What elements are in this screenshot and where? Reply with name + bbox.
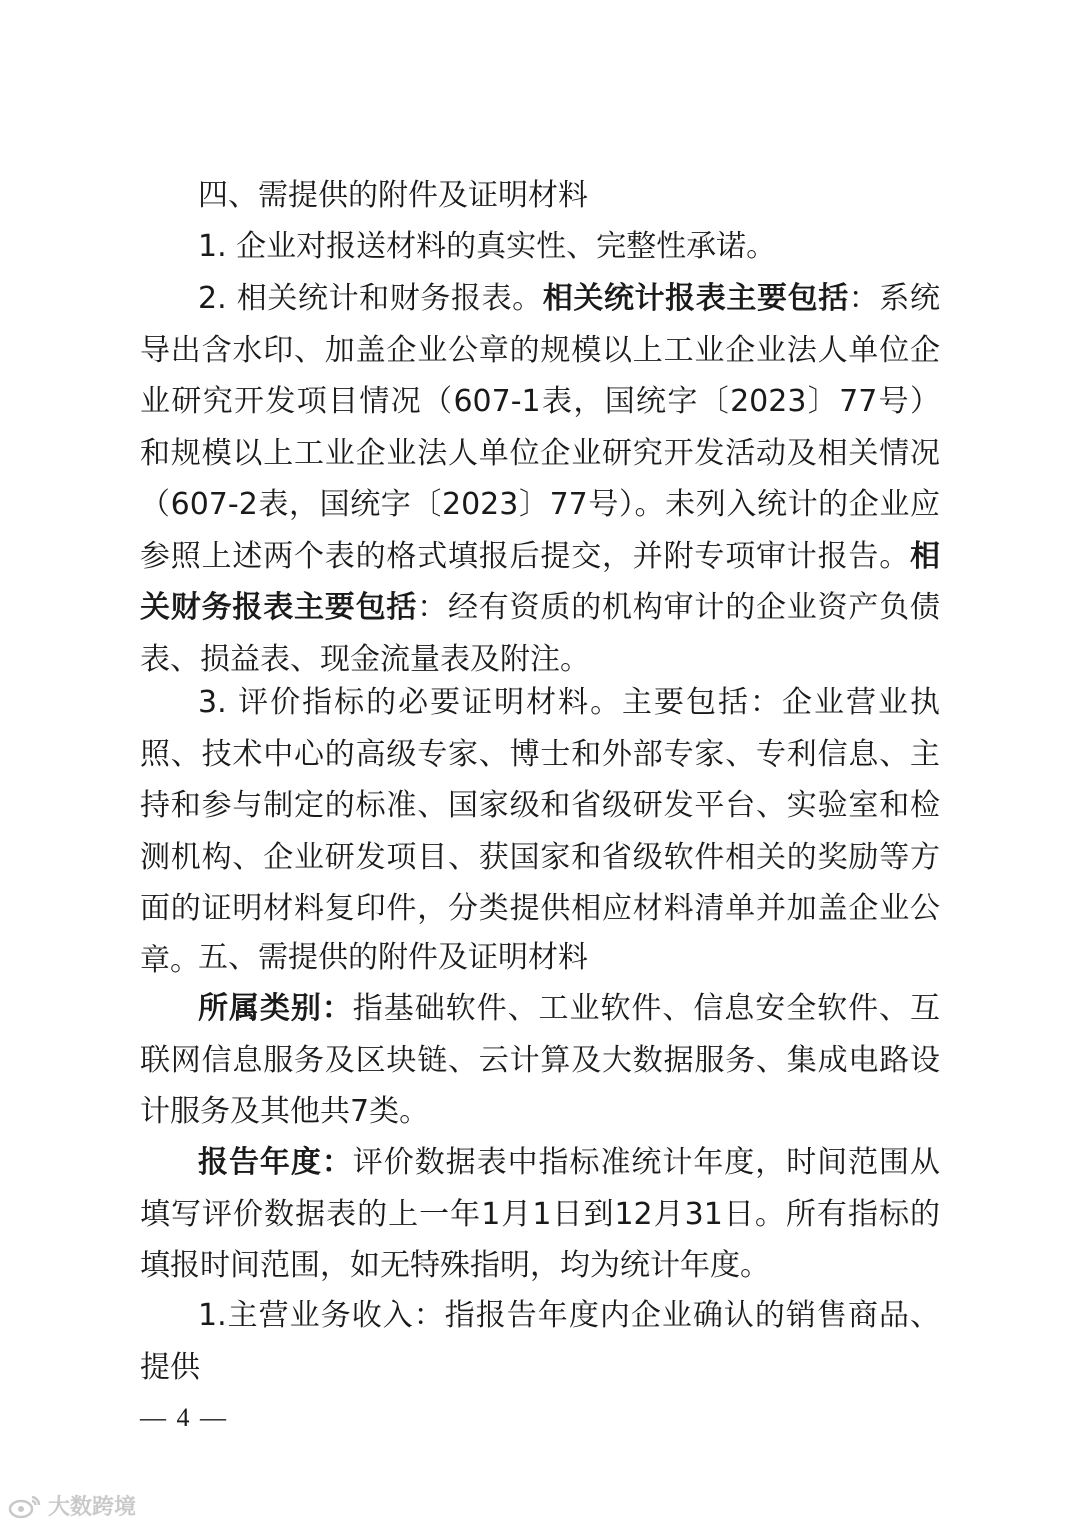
section-5-heading: 五、需提供的附件及证明材料 xyxy=(198,940,588,975)
section-4-item-1: 1. 企业对报送材料的真实性、完整性承诺。 xyxy=(198,229,777,264)
report-year-paragraph xyxy=(140,1137,940,1292)
stats-report-label: 相关统计报表主要包括 xyxy=(542,281,849,316)
weibo-style-logo-icon xyxy=(8,1493,42,1519)
section-4-item-2 xyxy=(140,273,940,685)
section-5-item-1: 1.主营业务收入：指报告年度内企业确认的销售商品、提供 xyxy=(140,1298,940,1385)
page-number: — 4 — xyxy=(140,1403,228,1432)
category-label: 所属类别： xyxy=(198,991,353,1026)
watermark-text: 大数跨境 xyxy=(48,1495,137,1520)
report-year-label: 报告年度： xyxy=(198,1145,353,1180)
category-paragraph xyxy=(140,983,940,1138)
watermark xyxy=(8,1490,136,1521)
item-2-prefix: 2. 相关统计和财务报表。 xyxy=(198,281,543,316)
category-text: 指基础软件、工业软件、信息安全软件、互联网信息服务及区块链、云计算及大数据服务、集成电路设计服务及其他共7类。 xyxy=(140,991,941,1129)
report-year-text: 评价数据表中指标准统计年度，时间范围从填写评价数据表的上一年1月1日到12月31日。所有指标的填报时间范围，如无特殊指明，均为统计年度。 xyxy=(140,1145,941,1283)
finance-report-text: ：经有资质的机构审计的企业资产负债表、损益表、现金流量表及附注。 xyxy=(140,590,941,677)
finance-report-label: 相关财务报表主要包括 xyxy=(140,538,940,625)
section-4-heading: 四、需提供的附件及证明材料 xyxy=(198,178,588,213)
section-4-item-3: 3. 评价指标的必要证明材料。主要包括：企业营业执照、技术中心的高级专家、博士和外部专家、专利信息、主持和参与制定的标准、国家级和省级研发平台、实验室和检测机构、企业研发项目、获国家和省级软件相关的奖励等方面的证明材料复印件，分类提供相应材料清单并加盖企业公章。 xyxy=(140,685,940,978)
stats-report-text: ：系统导出含水印、加盖企业公章的规模以上工业企业法人单位企业研究开发项目情况（607-1表，国统字〔2023〕77号）和规模以上工业企业法人单位企业研究开发活动及相关情况（607-2表，国统字〔2023〕77号）。未列入统计的企业应参照上述两个表的格式填报后提交，并附专项审计报告。 xyxy=(140,281,940,574)
